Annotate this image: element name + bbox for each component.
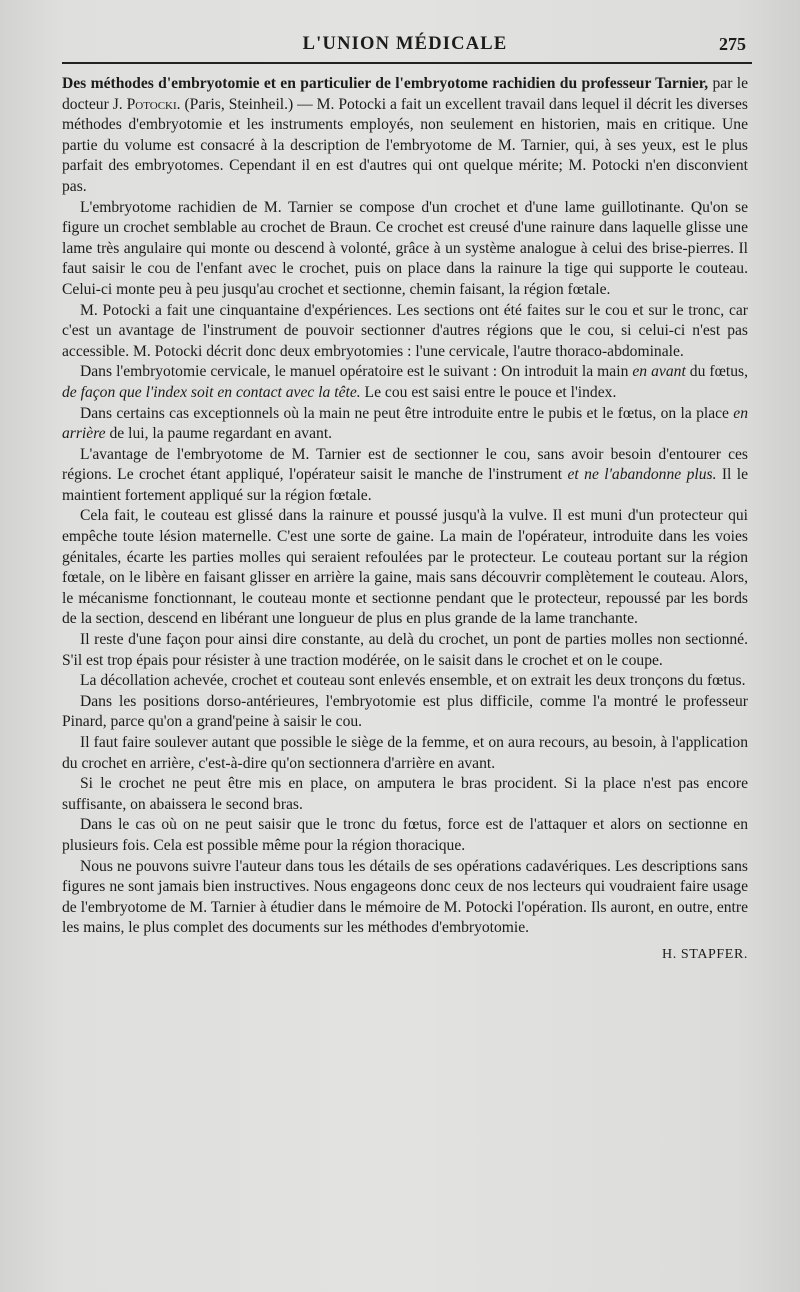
paragraph: Cela fait, le couteau est glissé dans la rainure et poussé jusqu'à la vulve. Il est muni d'un protecteur qui empêche toute lésion maternelle. C'est une sorte de gaine. La main de l'opérateur, introduite dans les voies génitales, écarte les parties molles qui seraient refoulées par le protecteur. Le couteau portant sur la région fœtale, on le libère en faisant glisser en arrière la gaine, mais sans découvrir complètement le couteau. Alors, le mécanisme fonctionnant, le couteau monte et sectionne pendant que le protecteur, repoussé par les bords de la section, descend en libérant une longueur de plus en plus grande de la lame tranchante. bbox=[62, 507, 748, 628]
paragraph bbox=[62, 362, 748, 403]
author-name: Potocki bbox=[126, 95, 177, 113]
page-number: 275 bbox=[719, 34, 746, 54]
italic-text: en avant bbox=[632, 363, 686, 381]
italic-text: de façon que l'index soit en contact avec la tête. bbox=[62, 383, 361, 401]
text-run: Dans l'embryotomie cervicale, le manuel opératoire est le suivant : On introduit la main bbox=[80, 363, 633, 381]
paragraph: L'embryotome rachidien de M. Tarnier se compose d'un crochet et d'une lame guillotinante. Qu'on se figure un crochet semblable au crochet de Braun. Ce crochet est creusé d'une rainure dans laquelle glisse une lame très angulaire qui monte ou descend à volonté, grâce à un système analogue à celui des brise-pierres. Il faut saisir le cou de l'enfant avec le crochet, puis on place dans la rainure la tige qui supporte le couteau. Celui-ci monte peu à peu jusqu'au crochet et sectionne, chemin faisant, la région fœtale. bbox=[62, 198, 748, 298]
paragraph: Si le crochet ne peut être mis en place, on amputera le bras procident. Si la place n'est pas encore suffisante, on abaissera le second bras. bbox=[62, 775, 748, 813]
text-run: Dans certains cas exceptionnels où la main ne peut être introduite entre le pubis et le fœtus, on la place bbox=[80, 404, 734, 422]
journal-title: L'UNION MÉDICALE bbox=[302, 34, 508, 54]
paragraph: Il reste d'une façon pour ainsi dire constante, au delà du crochet, un pont de parties molles non sectionné. S'il est trop épais pour résister à une traction modérée, on le saisit dans le crochet et on le coupe. bbox=[62, 631, 748, 669]
paragraph: Dans le cas où on ne peut saisir que le tronc du fœtus, force est de l'attaquer et alors on sectionne en plusieurs fois. Cela est possible même pour la région thoracique. bbox=[62, 816, 748, 854]
text-run: de lui, la paume regardant en avant. bbox=[105, 425, 333, 443]
paragraph: Dans les positions dorso-antérieures, l'embryotomie est plus difficile, comme l'a montré le professeur Pinard, parce qu'on a grand'peine à saisir le cou. bbox=[62, 692, 748, 731]
text-run: L'avantage de l'embryotome de M. Tarnier est de sectionner le cou, sans avoir besoin d'entourer ces régions. Le crochet étant appliqué, l'opérateur saisit le manche de l'instrument bbox=[62, 445, 748, 484]
paragraph: M. Potocki a fait une cinquantaine d'expériences. Les sections ont été faites sur le cou et sur le tronc, car c'est un avantage de l'instrument de pouvoir sectionner d'autres régions que le cou, si celui-ci n'est pas accessible. M. Potocki décrit donc deux embryotomies : l'une cervicale, l'autre thoraco-abdominale. bbox=[62, 301, 748, 360]
italic-text: en arrière bbox=[62, 404, 748, 443]
paragraph bbox=[62, 404, 748, 445]
heading-rest: . (Paris, Steinheil.) — M. Potocki a fait un excellent travail dans lequel il décrit les diverses méthodes d'embryotomie et les instruments employés, non seulement en historien, mais en critique. Une partie du volume est consacré à la description de l'embryotome de M. Tarnier, qui, à ses yeux, est le plus parfait des embryotomes. Cependant il en est d'autres qui ont quelque mérite; M. Potocki n'en disconvient pas. bbox=[62, 95, 748, 195]
header-rule bbox=[62, 62, 752, 64]
text-run: Il le maintient fortement appliqué sur la région fœtale. bbox=[62, 466, 748, 504]
text-run: Le cou est saisi entre le pouce et l'index. bbox=[360, 383, 617, 401]
article-heading: Des méthodes d'embryotomie et en particulier de l'embryotome rachidien du professeur Tarnier, bbox=[62, 75, 709, 92]
paragraph: Nous ne pouvons suivre l'auteur dans tous les détails de ses opérations cadavériques. Les descriptions sans figures ne sont jamais bien instructives. Nous engageons donc ceux de nos lecteurs qui voudraient faire usage de l'embryotome de M. Tarnier à étudier dans le mémoire de M. Potocki l'opération. Ils auront, en outre, entre les mains, le plus complet des documents sur les méthodes d'embryotomie. bbox=[62, 857, 748, 937]
running-header bbox=[62, 28, 748, 62]
author-signature: H. STAPFER. bbox=[662, 946, 748, 962]
heading-byline: par le docteur J. bbox=[62, 75, 748, 113]
article-heading-paragraph bbox=[62, 74, 748, 198]
italic-text: et ne l'abandonne plus. bbox=[567, 466, 717, 484]
paragraph bbox=[62, 445, 748, 507]
article-body bbox=[62, 74, 748, 966]
paragraph: Il faut faire soulever autant que possible le siège de la femme, et on aura recours, au besoin, à l'application du crochet en arrière, c'est-à-dire qu'on sectionnera d'arrière en avant. bbox=[62, 734, 748, 772]
text-run: du fœtus, bbox=[685, 363, 748, 381]
paragraph: La décollation achevée, crochet et couteau sont enlevés ensemble, et on extrait les deux tronçons du fœtus. bbox=[80, 672, 746, 690]
